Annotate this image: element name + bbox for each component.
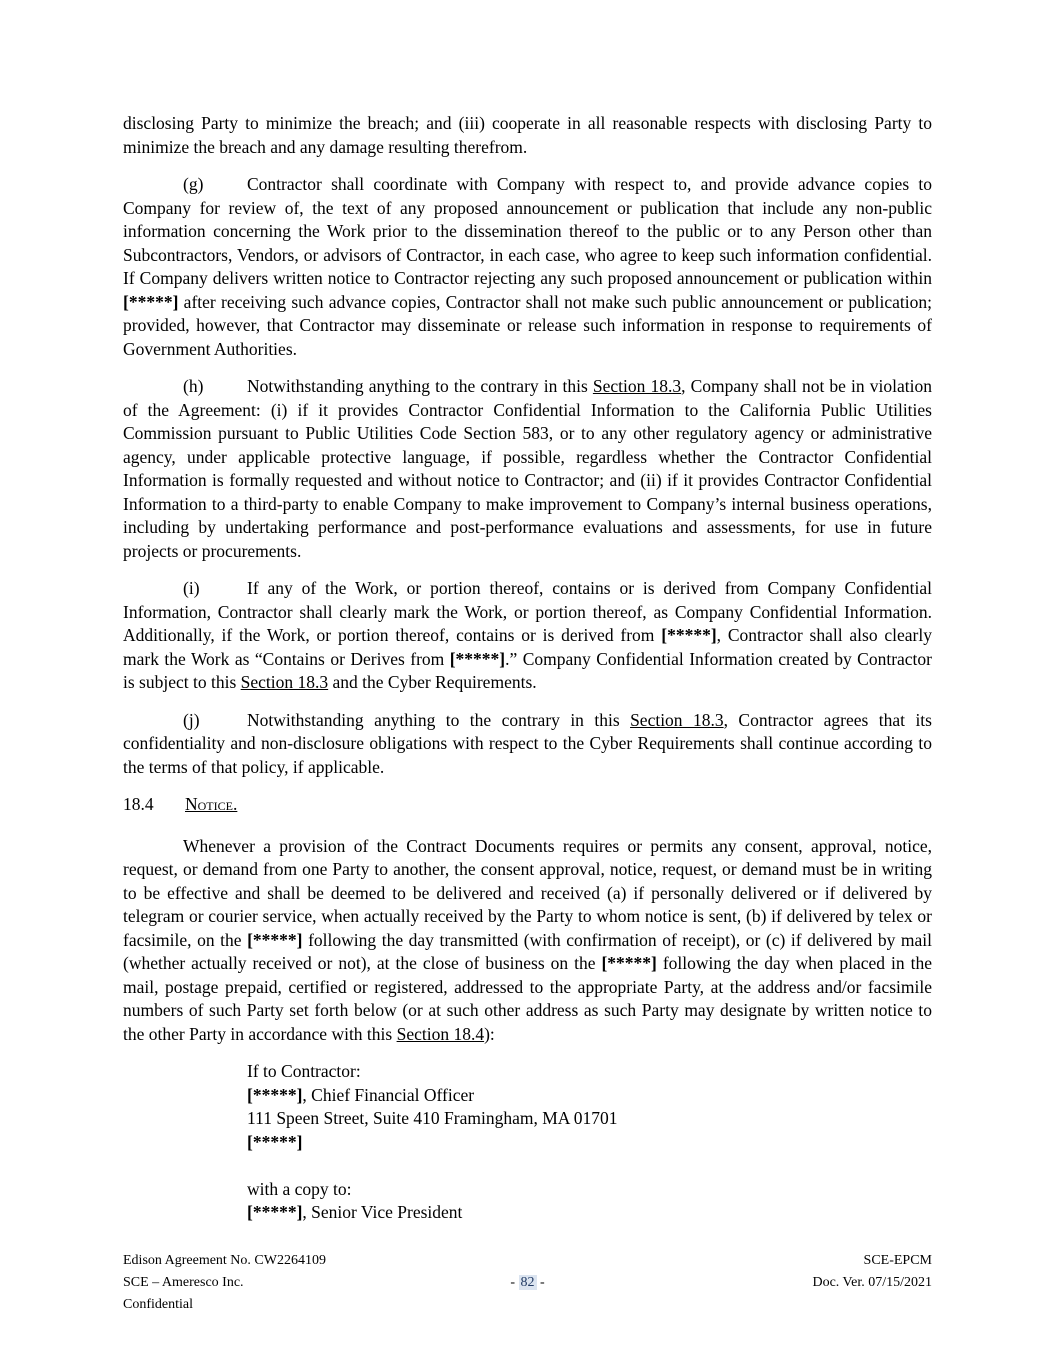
- text-run: Section 18.3: [592, 376, 682, 396]
- text-run: Whenever a provision of the Contract Documents requires or permits any consent, approval, notice, request, or demand from one Party to another, the consent approval, notice, request, or demand must be in writing to be effective and shall be deemed to be delivered and received (a) if personally delivered or if delivered by telegram or courier service, when actually received by the Party to whom notice is sent, (b) if delivered by telex or facsimile, on the: [123, 835, 932, 950]
- contact-line-officer: [247, 1084, 932, 1108]
- section-number: 18.4: [123, 794, 154, 814]
- footer-left: [123, 1250, 510, 1316]
- text-run: 111 Speen Street, Suite 410 Framingham, MA 01701: [247, 1108, 618, 1128]
- footer-doc-type: SCE-EPCM: [863, 1253, 932, 1268]
- paragraph-continuation: [123, 112, 932, 159]
- text-run: following the day when placed in the mail, postage prepaid, certified or registered, addressed to the appropriate Party, at the address and/or facsimile numbers of such Party set forth below (or at such other address as such Party may designate by written notice to the other Party in accordance with this: [123, 953, 932, 1044]
- text-run: [*****]: [661, 625, 717, 645]
- text-run: [*****]: [123, 291, 179, 312]
- footer-right: [545, 1250, 932, 1316]
- paragraph-j-label: (j): [183, 709, 200, 730]
- contact-line-copy-to: [247, 1178, 932, 1202]
- contact-line-blank: [247, 1154, 932, 1178]
- text-run: following the day transmitted (with confirmation of receipt), or (c) if delivered by mail (whether actually received or not), at the close of business on the: [123, 929, 932, 973]
- text-run: with a copy to:: [247, 1178, 352, 1199]
- text-run: Section 18.3: [630, 709, 724, 730]
- text-run: , Contractor shall also clearly mark the Work as “Contains or Derives from: [123, 625, 932, 669]
- contact-line-svp: [247, 1201, 932, 1225]
- page-footer: [123, 1250, 932, 1316]
- contact-line-address: [247, 1107, 932, 1131]
- text-run: , Chief Financial Officer: [302, 1084, 475, 1105]
- text-run: and the Cyber Requirements.: [328, 672, 537, 692]
- contact-line-recipient: [247, 1060, 932, 1084]
- paragraph-j: [123, 709, 932, 780]
- paragraph-h-label: (h): [183, 376, 204, 396]
- text-run: , Senior Vice President: [302, 1202, 463, 1222]
- footer-parties: SCE – Ameresco Inc.: [123, 1275, 244, 1290]
- paragraph-h-text: [123, 376, 932, 561]
- text-run: Notwithstanding anything to the contrary in this: [247, 376, 593, 396]
- text-run: [*****]: [449, 648, 506, 669]
- text-run: [*****]: [247, 1084, 303, 1105]
- paragraph-h: [123, 375, 932, 563]
- footer-doc-version: Doc. Ver. 07/15/2021: [812, 1275, 932, 1290]
- text-run: Contractor shall coordinate with Company with respect to, and provide advance copies to Company for review of, the text of any proposed announcement or publication that include any non-public information concerning the Work prior to the dissemination thereof to the public or to any Person other than Subcontractors, Vendors, or advisors of Contractor, in each case, who agree to keep such information confidential. If Company delivers written notice to Contractor rejecting any such proposed announcement or publication within: [123, 174, 932, 288]
- text-run: -: [510, 1275, 519, 1290]
- paragraph-i-label: (i): [183, 578, 200, 598]
- footer-confidential: Confidential: [123, 1297, 193, 1312]
- paragraph-g-text: [123, 174, 932, 359]
- text-run: , Contractor agrees that its confidentiality and non-disclosure obligations with respect to the Cyber Requirements shall continue according to the terms of that policy, if applicable.: [123, 709, 932, 777]
- page-number: 82: [520, 1275, 535, 1290]
- text-run: -: [536, 1275, 545, 1290]
- text-run: disclosing Party to minimize the breach; and (iii) cooperate in all reasonable respects with disclosing Party to minimize the breach and any damage resulting therefrom.: [123, 113, 932, 157]
- text-run: If any of the Work, or portion thereof, contains or is derived from Company Confidential Information, Contractor shall clearly mark the Work, or portion thereof, as Company Confidential Information. Additionally, if the Work, or portion thereof, contains or is derived from: [123, 578, 932, 645]
- text-run: .” Company Confidential Information created by Contractor is subject to this: [123, 648, 933, 692]
- text-run: [*****]: [247, 1202, 303, 1222]
- text-run: Section 18.3: [240, 672, 329, 692]
- section-heading: [123, 793, 932, 817]
- text-run: [*****]: [247, 929, 303, 950]
- text-run: [*****]: [247, 1131, 303, 1152]
- paragraph-g: [123, 173, 932, 361]
- text-run: Section 18.4: [396, 1023, 485, 1044]
- notice-paragraph: [123, 835, 932, 1047]
- contact-block: [247, 1060, 932, 1225]
- paragraph-g-label: (g): [183, 174, 204, 194]
- text-run: after receiving such advance copies, Contractor shall not make such public announcement or publication; provided, however, that Contractor may disseminate or release such information in response to requirements of Government Authorities.: [123, 291, 932, 359]
- section-title: Notice.: [185, 794, 238, 814]
- contact-line-redacted: [247, 1131, 932, 1155]
- text-run: ):: [484, 1023, 495, 1044]
- paragraph-i: [123, 577, 932, 695]
- footer-agreement-number: Edison Agreement No. CW2264109: [123, 1253, 326, 1268]
- text-run: If to Contractor:: [247, 1061, 361, 1081]
- text-run: [*****]: [601, 953, 657, 973]
- footer-page-number: [510, 1250, 544, 1316]
- text-run: , Company shall not be in violation of the Agreement: (i) if it provides Contractor Confidential Information to the California Public Utilities Commission pursuant to Public Utilities Code Section 583, or to any other regulatory agency or administrative agency, under applicable protective language, if possible, regardless whether the Contractor Confidential Information is formally requested and without notice to Contractor; and (ii) if it provides Contractor Confidential Information to a third-party to enable Company to make improvement to Company’s internal business operations, including by undertaking performance and post-performance evaluations and assessments, for use in future projects or procurements.: [123, 376, 932, 561]
- text-run: Notwithstanding anything to the contrary in this: [247, 709, 631, 730]
